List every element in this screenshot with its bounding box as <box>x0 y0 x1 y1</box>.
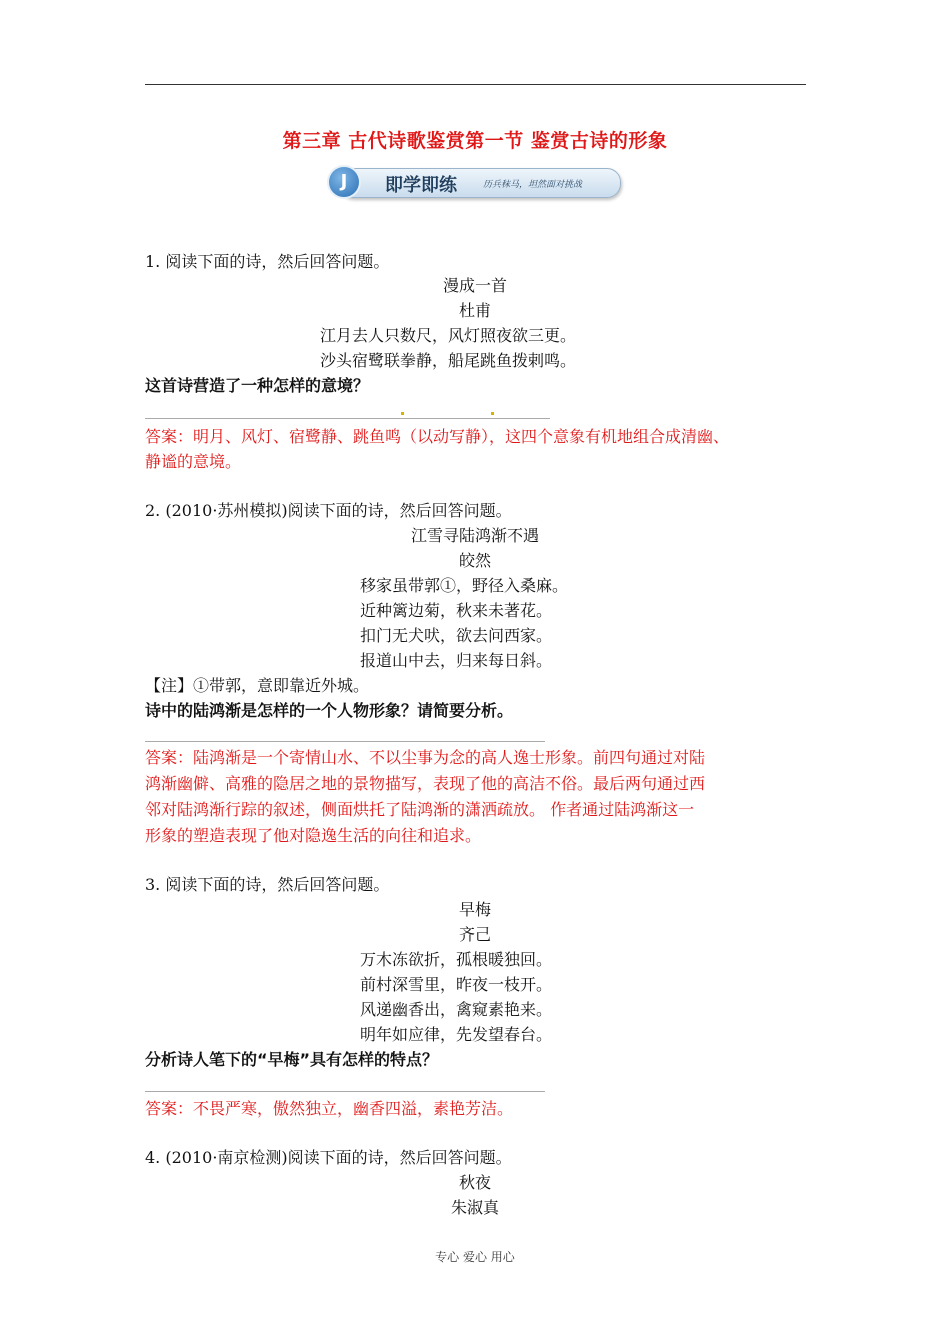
q3-poem-line: 前村深雪里，昨夜一枝开。 <box>360 975 553 994</box>
q1-question: 这首诗营造了一种怎样的意境？ <box>145 376 370 395</box>
q2-answer-blank <box>145 741 545 742</box>
q1-mark <box>401 412 404 415</box>
q3-answer: 答案：不畏严寒，傲然独立，幽香四溢，素艳芳洁。 <box>145 1099 514 1118</box>
practice-banner <box>327 165 621 199</box>
q3-intro: 3. 阅读下面的诗，然后回答问题。 <box>145 875 390 894</box>
q2-poem-line: 报道山中去，归来每日斜。 <box>360 651 553 670</box>
q1-poem-line: 沙头宿鹭联拳静，船尾跳鱼拨剌鸣。 <box>320 351 577 370</box>
q2-answer: 形象的塑造表现了他对隐逸生活的向往和追求。 <box>145 826 482 845</box>
q1-answer-blank <box>145 418 550 419</box>
q3-question: 分析诗人笔下的“早梅”具有怎样的特点？ <box>145 1050 439 1069</box>
q1-mark <box>491 412 494 415</box>
q2-poem-title: 江雪寻陆鸿渐不遇 <box>410 526 539 545</box>
q2-poem-line: 近种篱边菊，秋来未著花。 <box>360 601 553 620</box>
q2-answer: 鸿渐幽僻、高雅的隐居之地的景物描写，表现了他的高洁不俗。最后两句通过西 <box>145 774 706 793</box>
q2-answer: 答案：陆鸿渐是一个寄情山水、不以尘事为念的高人逸士形象。前四句通过对陆 <box>145 748 706 767</box>
page-title: 第三章 古代诗歌鉴赏第一节 鉴赏古诗的形象 <box>282 130 668 152</box>
q4-author: 朱淑真 <box>450 1198 499 1217</box>
banner-subtitle: 历兵秣马，坦然面对挑战 <box>483 180 583 190</box>
q3-answer-blank <box>145 1091 545 1092</box>
q1-author: 杜甫 <box>458 301 491 320</box>
page-footer: 专心 爱心 用心 <box>435 1250 515 1264</box>
q1-answer: 静谧的意境。 <box>145 452 242 471</box>
banner-title: 即学即练 <box>385 175 457 196</box>
q3-poem-line: 万木冻欲折，孤根暖独回。 <box>360 950 553 969</box>
q3-poem-line: 风递幽香出，禽窥素艳来。 <box>360 1000 553 1019</box>
q3-author: 齐己 <box>458 925 491 944</box>
q2-poem-line: 扣门无犬吠，欲去问西家。 <box>360 626 553 645</box>
header-rule <box>145 84 806 85</box>
banner-badge-icon: J <box>327 165 361 199</box>
q4-poem-title: 秋夜 <box>458 1173 491 1192</box>
q3-poem-title: 早梅 <box>458 900 491 919</box>
q2-poem-line: 移家虽带郭①，野径入桑麻。 <box>360 576 569 595</box>
q4-intro: 4. (2010·南京检测)阅读下面的诗，然后回答问题。 <box>145 1148 512 1167</box>
q2-question: 诗中的陆鸿渐是怎样的一个人物形象？请简要分析。 <box>145 701 514 720</box>
q2-author: 皎然 <box>458 551 491 570</box>
q1-intro: 1. 阅读下面的诗，然后回答问题。 <box>145 252 390 271</box>
q2-answer: 邻对陆鸿渐行踪的叙述，侧面烘托了陆鸿渐的潇洒疏放。 作者通过陆鸿渐这一 <box>145 800 695 819</box>
q1-poem-line: 江月去人只数尺，风灯照夜欲三更。 <box>320 326 577 345</box>
q1-poem-title: 漫成一首 <box>442 276 507 295</box>
q3-poem-line: 明年如应律，先发望春台。 <box>360 1025 553 1044</box>
q2-intro: 2. (2010·苏州模拟)阅读下面的诗，然后回答问题。 <box>145 501 512 520</box>
q2-note: 【注】①带郭，意即靠近外城。 <box>145 676 370 695</box>
q1-answer: 答案：明月、风灯、宿鹭静、跳鱼鸣（以动写静），这四个意象有机地组合成清幽、 <box>145 427 730 446</box>
